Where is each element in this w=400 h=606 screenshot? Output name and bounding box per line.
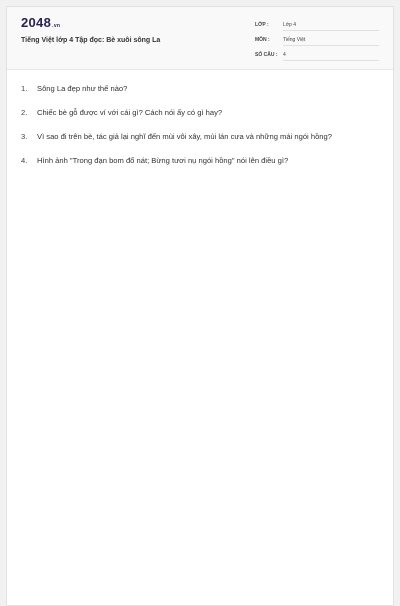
meta-row-question-count: [255, 49, 381, 64]
worksheet-page: [6, 6, 394, 606]
meta-label-question-count: SỐ CÂU :: [255, 52, 278, 58]
logo-text: 2048: [21, 15, 52, 30]
question-item-2: [21, 107, 381, 119]
question-number: 2.: [21, 108, 28, 117]
logo-suffix: .vn: [52, 23, 61, 29]
site-logo[interactable]: [21, 15, 60, 30]
question-number: 3.: [21, 132, 28, 141]
meta-row-class: [255, 19, 381, 34]
worksheet-title: Tiếng Việt lớp 4 Tập đọc: Bè xuôi sông La: [21, 37, 161, 44]
meta-value-subject: Tiếng Việt: [283, 37, 379, 46]
question-text: Hình ảnh "Trong đạn bom đổ nát; Bừng tươi nụ ngói hồng" nói lên điều gì?: [37, 156, 289, 165]
question-text: Chiếc bè gỗ được ví với cái gì? Cách nói ấy có gì hay?: [37, 108, 223, 117]
question-text: Sông La đẹp như thế nào?: [37, 84, 128, 93]
worksheet-header: [7, 7, 393, 70]
question-text: Vì sao đi trên bè, tác giả lại nghĩ đến mùi vôi xây, mùi lán cưa và những mái ngói hồng?: [37, 132, 332, 141]
question-number: 1.: [21, 84, 28, 93]
worksheet-meta: [255, 19, 381, 64]
meta-label-subject: MÔN :: [255, 37, 270, 43]
question-list: [21, 83, 381, 179]
question-item-3: [21, 131, 381, 143]
meta-row-subject: [255, 34, 381, 49]
question-item-1: [21, 83, 381, 95]
meta-label-class: LỚP :: [255, 22, 269, 28]
question-number: 4.: [21, 156, 28, 165]
meta-value-class: Lớp 4: [283, 22, 379, 31]
question-item-4: [21, 155, 381, 167]
meta-value-question-count: 4: [283, 52, 379, 61]
